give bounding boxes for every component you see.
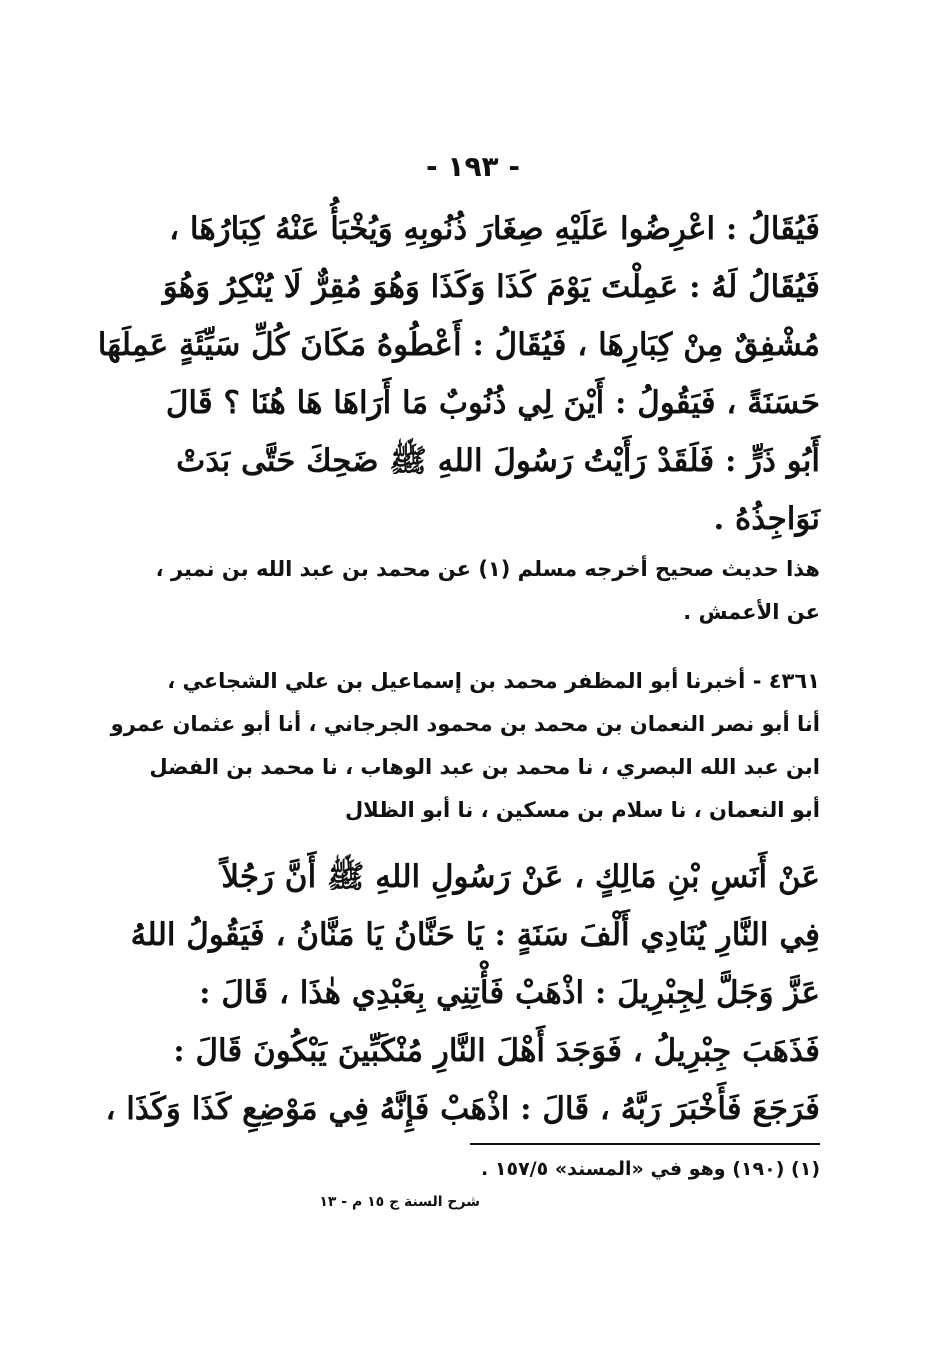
footnote-divider <box>470 1143 820 1145</box>
text-line: فِي النَّارِ يُنَادِي أَلْفَ سَنَةٍ : يَا حَنَّانُ يَا مَنَّانُ ، فَيَقُولُ اللهُ <box>130 917 820 953</box>
text-line: عَزَّ وَجَلَّ لِجِبْرِيلَ : اذْهَبْ فَأْتِنِي بِعَبْدِي هٰذَا ، قَالَ : <box>199 975 820 1011</box>
commentary-paragraph <box>120 548 820 634</box>
hadith-paragraph-1 <box>97 200 820 548</box>
hadith-paragraph-2 <box>105 848 820 1138</box>
text-line: أبو النعمان ، نا سلام بن مسكين ، نا أبو الظلال <box>344 798 820 822</box>
footnote: (١) (١٩٠) وهو في «المسند» ١٥٧/٥ . <box>481 1158 820 1180</box>
text-line: فَيُقَالُ لَهُ : عَمِلْتَ يَوْمَ كَذَا وَكَذَا وَهُوَ مُقِرٌّ لَا يُنْكِرُ وَهُوَ <box>162 269 820 305</box>
text-line: مُشْفِقٌ مِنْ كِبَارِهَا ، فَيُقَالُ : أَعْطُوهُ مَكَانَ كُلِّ سَيِّئَةٍ عَمِلَهَا <box>97 327 820 363</box>
text-line: ابن عبد الله البصري ، نا محمد بن عبد الوهاب ، نا محمد بن الفضل <box>149 755 820 779</box>
text-line: فَيُقَالُ : اعْرِضُوا عَلَيْهِ صِغَارَ ذُنُوبِهِ وَيُخْبَأُ عَنْهُ كِبَارُهَا ، <box>169 211 820 247</box>
text-line: فَذَهَبَ جِبْرِيلُ ، فَوَجَدَ أَهْلَ النَّارِ مُنْكَبِّينَ يَبْكُونَ قَالَ : <box>173 1033 820 1069</box>
isnad-paragraph <box>110 660 820 832</box>
printer-signature: شرح السنة ج ١٥ م - ١٣ <box>319 1194 480 1210</box>
text-line: أنا أبو نصر النعمان بن محمد بن محمود الجرجاني ، أنا أبو عثمان عمرو <box>110 712 820 736</box>
text-line: ٤٣٦١ - أخبرنا أبو المظفر محمد بن إسماعيل بن علي الشجاعي ، <box>167 669 820 693</box>
page-number: - ١٩٣ - <box>425 150 521 183</box>
text-line: هذا حديث صحيح أخرجه مسلم (١) عن محمد بن عبد الله بن نمير ، <box>155 557 820 581</box>
text-line: نَوَاجِذُهُ . <box>713 501 820 537</box>
text-line: عن الأعمش . <box>683 600 820 624</box>
text-line: عَنْ أَنَسِ بْنِ مَالِكٍ ، عَنْ رَسُولِ اللهِ ﷺ أَنَّ رَجُلاً <box>221 859 820 895</box>
text-line: حَسَنَةً ، فَيَقُولُ : أَيْنَ لِي ذُنُوبٌ مَا أَرَاهَا هَا هُنَا ؟ قَالَ <box>165 385 820 421</box>
text-line: أَبُو ذَرٍّ : فَلَقَدْ رَأَيْتُ رَسُولَ اللهِ ﷺ ضَحِكَ حَتَّى بَدَتْ <box>176 443 820 479</box>
text-line: فَرَجَعَ فَأَخْبَرَ رَبَّهُ ، قَالَ : اذْهَبْ فَإِنَّهُ فِي مَوْضِعِ كَذَا وَكَذَا ، <box>105 1091 820 1127</box>
